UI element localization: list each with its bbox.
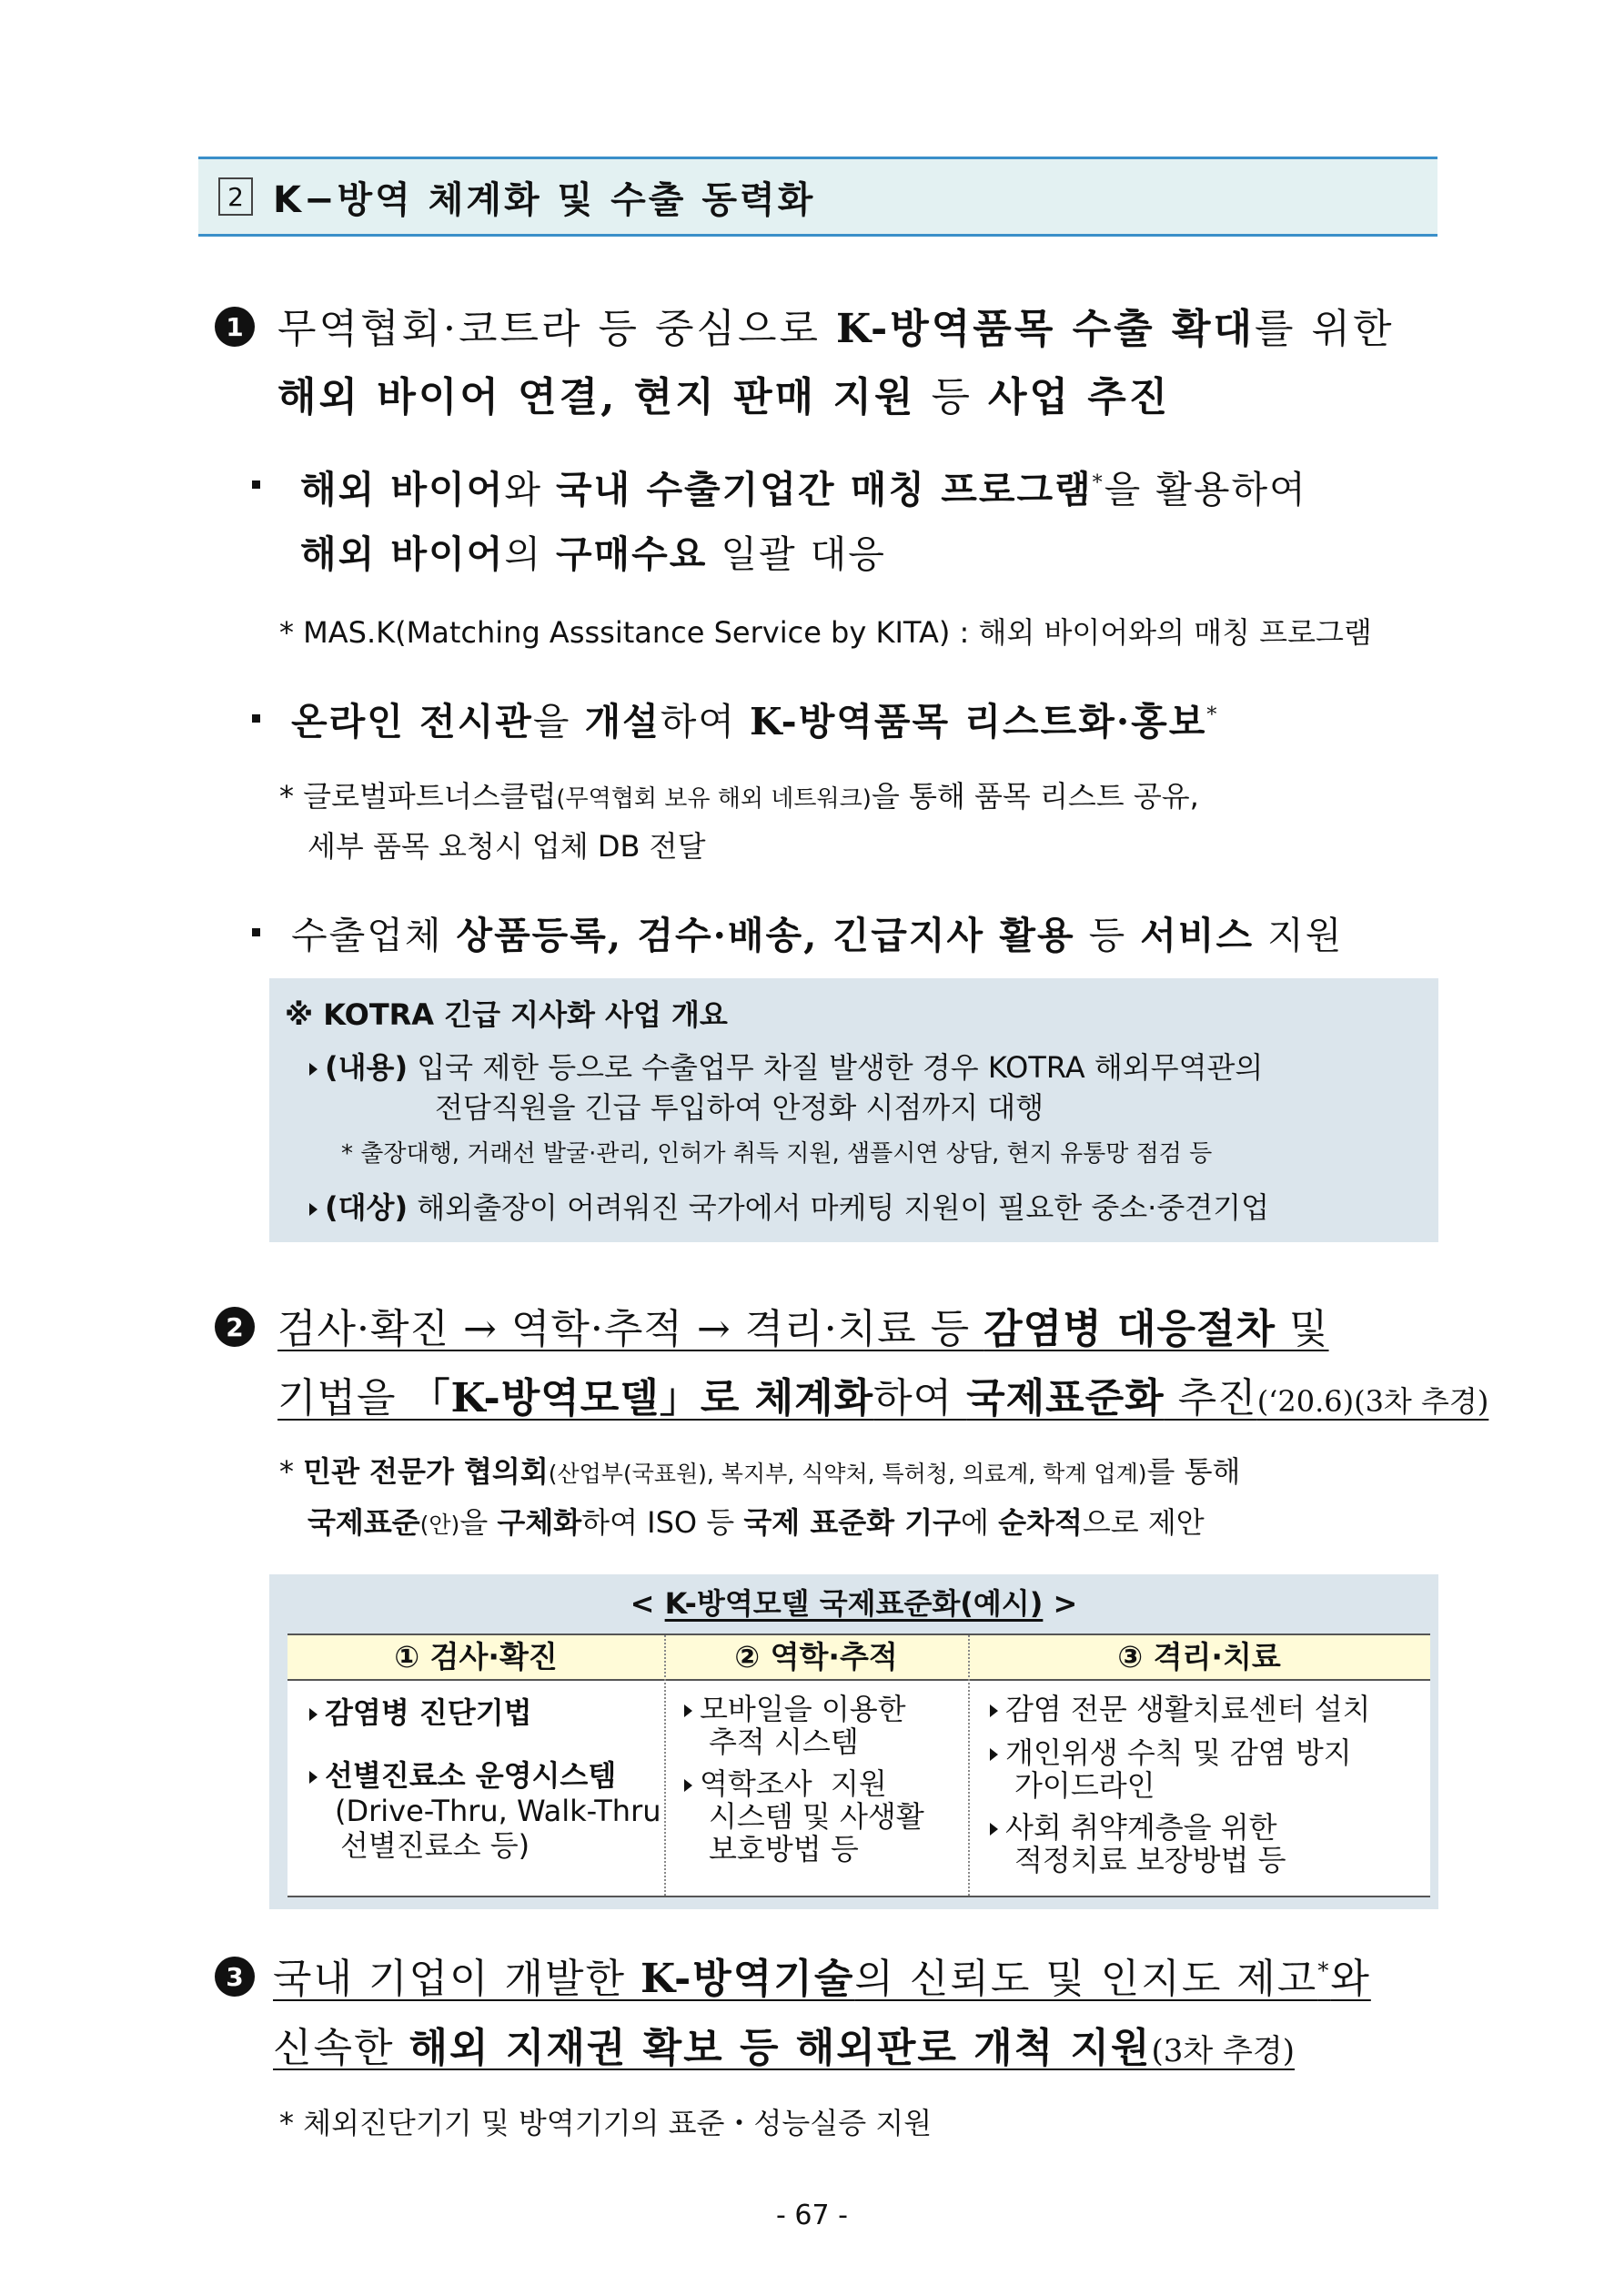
text: 개인위생 수칙 및 감염 방지 [1005, 1735, 1352, 1770]
triangle-bullet-icon [309, 1708, 318, 1721]
triangle-bullet-icon [990, 1748, 998, 1761]
item-2-line-1 [277, 1296, 1329, 1354]
item-1-marker: 1 [215, 307, 255, 347]
text-bold: 해외 바이어 연결, 현지 판매 지원 [277, 374, 916, 420]
table-cell-item [309, 1696, 532, 1729]
text-bold: 「K-방역모델」로 체계화 [409, 1375, 874, 1421]
kotra-box-row-1-line-2: 전담직원을 긴급 투입하여 안정화 시점까지 대행 [435, 1090, 1044, 1125]
table-header-row [287, 1633, 1430, 1681]
bullet-square [252, 714, 260, 723]
text: 사회 취약계층을 위한 [1005, 1810, 1277, 1845]
text: 및 [1276, 1306, 1329, 1352]
text: 와 [504, 468, 556, 511]
text: 지원 [1254, 914, 1344, 957]
triangle-bullet-icon [309, 1771, 318, 1784]
text: 신속한 [273, 2025, 409, 2071]
footnote-mark: * [1206, 703, 1219, 727]
table-cell-subtext: 시스템 및 사생활 [709, 1799, 924, 1834]
section-header [198, 157, 1437, 237]
kotra-box-row-1-note: * 출장대행, 거래선 발굴·관리, 인허가 취득 지원, 샘플시연 상담, 현지 유통망 점검 등 [341, 1140, 1213, 1168]
kotra-box-row-1-line-1 [309, 1045, 1263, 1087]
text-bold: 해외 지재권 확보 등 해외판로 개척 지원 [409, 2025, 1152, 2071]
item-3-marker: 3 [215, 1957, 255, 1997]
text: 등 [915, 374, 988, 420]
item-1-bullet-3 [291, 905, 1343, 959]
page-number: - 67 - [776, 2200, 848, 2231]
triangle-bullet-icon [990, 1704, 998, 1717]
text-small: (산업부(국표원), 복지부, 식약처, 특허청, 의료계, 학계 업계) [548, 1461, 1147, 1487]
bullet-square [252, 480, 260, 489]
text-bold: 국내 수출기업간 매칭 프로그램 [555, 468, 1093, 511]
kotra-box-row-2 [309, 1185, 1269, 1227]
section-title: K−방역 체계화 및 수출 동력화 [273, 178, 816, 221]
table-header-cell: ③ 격리·치료 [1117, 1639, 1281, 1674]
table-header-cell: ① 검사·확진 [394, 1639, 558, 1674]
text-bold: 민관 전문가 협의회 [303, 1454, 549, 1489]
text-bold: K-방역기술 [641, 1956, 855, 2002]
table-cell-item [684, 1693, 906, 1725]
text: 하여 [873, 1375, 967, 1421]
text: 을 [532, 700, 585, 743]
triangle-bullet-icon [684, 1779, 692, 1792]
kotra-box-title: ※ KOTRA 긴급 지사화 사업 개요 [285, 997, 728, 1032]
bullet-square [252, 928, 260, 936]
item-1-note-2-line-1 [279, 774, 1199, 815]
text-bold: K-방역품목 리스트화·홍보 [750, 700, 1207, 743]
item-1-bullet-2 [291, 692, 1218, 745]
text: 선별진료소 운영시스템 [325, 1758, 617, 1793]
item-2-marker: 2 [215, 1307, 255, 1347]
text: 입국 제한 등으로 수출업무 차질 발생한 경우 KOTRA 해외무역관의 [417, 1050, 1264, 1085]
text: 모바일을 이용한 [700, 1692, 906, 1726]
text-bold: 사업 추진 [987, 374, 1171, 420]
item-3-line-2 [273, 2015, 1295, 2073]
text-bold: K-방역품목 수출 확대 [836, 306, 1255, 352]
column-divider [664, 1635, 666, 1896]
text: 를 통해 [1146, 1454, 1241, 1489]
text-small: (‘20.6)(3차 추경) [1256, 1384, 1489, 1419]
text: 의 신뢰도 및 인지도 제고 [854, 1956, 1318, 2002]
text-small: (무역협회 보유 해외 네트워크) [556, 785, 872, 813]
text-bold: 국제표준 [308, 1505, 420, 1540]
triangle-bullet-icon [684, 1704, 692, 1717]
text-bold: 서비스 [1140, 914, 1255, 957]
text: 추진 [1164, 1375, 1257, 1421]
triangle-bullet-icon [309, 1063, 318, 1076]
footnote-mark: * [1092, 471, 1105, 495]
section-number: 2 [218, 177, 253, 216]
text: 와 [1330, 1956, 1371, 2002]
text: 하여 ISO 등 [581, 1505, 744, 1540]
text: 하여 [660, 700, 751, 743]
table-header-cell: ② 역학·추적 [734, 1639, 898, 1674]
text: 을 활용하여 [1104, 468, 1307, 511]
table-cell-item [990, 1811, 1277, 1844]
table-cell-subtext: 추적 시스템 [709, 1725, 859, 1759]
text-bold: (내용) [325, 1050, 409, 1085]
table-cell-subtext: 적정치료 보장방법 등 [1014, 1843, 1286, 1877]
footnote-mark: * [1317, 1957, 1331, 1984]
text: > [1043, 1586, 1078, 1621]
table-cell-subtext: (Drive-Thru, Walk-Thru [335, 1794, 661, 1828]
table-cell-item [684, 1767, 887, 1800]
text-small: (안) [419, 1512, 460, 1538]
text-bold: 해외 바이어 [300, 532, 505, 576]
k-model-table-title [269, 1581, 1438, 1623]
item-1-line-2 [277, 364, 1170, 422]
item-1-line-1 [277, 296, 1394, 354]
text-bold: 국제 표준화 기구 [743, 1505, 962, 1540]
text-bold: 국제표준화 [966, 1375, 1165, 1421]
text: 해외출장이 어려워진 국가에서 마케팅 지원이 필요한 중소·중견기업 [417, 1190, 1269, 1225]
table-cell-subtext: 가이드라인 [1014, 1768, 1155, 1803]
text-bold: 개설 [584, 700, 661, 743]
item-1-note-1: * MAS.K(Matching Asssitance Service by KITA) : 해외 바이어와의 매칭 프로그램 [279, 615, 1372, 650]
table-cell-subtext: 선별진료소 등) [340, 1828, 530, 1863]
item-3-line-1 [273, 1946, 1371, 2004]
item-1-bullet-1-line-2 [300, 524, 886, 578]
text-bold: 상품등록, 검수·배송, 긴급지사 활용 [456, 914, 1075, 957]
table-cell-subtext: 보호방법 등 [709, 1832, 859, 1866]
text: 을 통해 품목 리스트 공유, [871, 779, 1199, 814]
text: < [630, 1586, 665, 1621]
text: 등 [1074, 914, 1141, 957]
text: 무역협회·코트라 등 중심으로 [277, 306, 836, 352]
triangle-bullet-icon [309, 1203, 318, 1216]
text-bold: 감염병 대응절차 [983, 1306, 1276, 1352]
item-1-bullet-1-line-1 [300, 460, 1307, 513]
text: 일괄 대응 [707, 532, 886, 576]
text: 을 [459, 1505, 498, 1540]
text: 역학조사 지원 [700, 1766, 887, 1801]
text: 국내 기업이 개발한 [273, 1956, 641, 2002]
item-3-note: * 체외진단기기 및 방역기기의 표준・성능실증 지원 [279, 2106, 933, 2140]
table-cell-item [990, 1736, 1352, 1769]
text: 으로 제안 [1082, 1505, 1205, 1540]
text: * 글로벌파트너스클럽 [279, 779, 557, 814]
column-divider [968, 1635, 970, 1896]
item-2-line-2 [277, 1365, 1488, 1423]
text-bold: 해외 바이어 [300, 468, 505, 511]
text-bold: 구체화 [497, 1505, 582, 1540]
text: 를 위한 [1254, 306, 1395, 352]
text-small: (3차 추경) [1151, 2033, 1295, 2069]
text: 검사·확진 → 역학·추적 → 격리·치료 등 [277, 1306, 984, 1352]
text: 에 [961, 1505, 999, 1540]
item-2-note-line-1 [279, 1449, 1240, 1491]
text-bold: (대상) [325, 1190, 409, 1225]
table-cell-item [990, 1693, 1370, 1725]
text-bold: 구매수요 [555, 532, 708, 576]
triangle-bullet-icon [990, 1823, 998, 1836]
table-cell-item [309, 1759, 616, 1792]
text: 감염 전문 생활치료센터 설치 [1005, 1692, 1371, 1726]
text: 수출업체 [291, 914, 457, 957]
text: 의 [504, 532, 556, 576]
text-bold: 순차적 [998, 1505, 1083, 1540]
text: 감염병 진단기법 [325, 1695, 532, 1730]
item-2-note-line-2 [308, 1500, 1205, 1542]
item-1-note-2-line-2: 세부 품목 요청시 업체 DB 전달 [308, 829, 706, 864]
text-bold: 온라인 전시관 [291, 700, 533, 743]
text: 기법을 [277, 1375, 410, 1421]
text-underlined: K-방역모델 국제표준화(예시) [664, 1586, 1044, 1621]
text: * [279, 1454, 304, 1489]
